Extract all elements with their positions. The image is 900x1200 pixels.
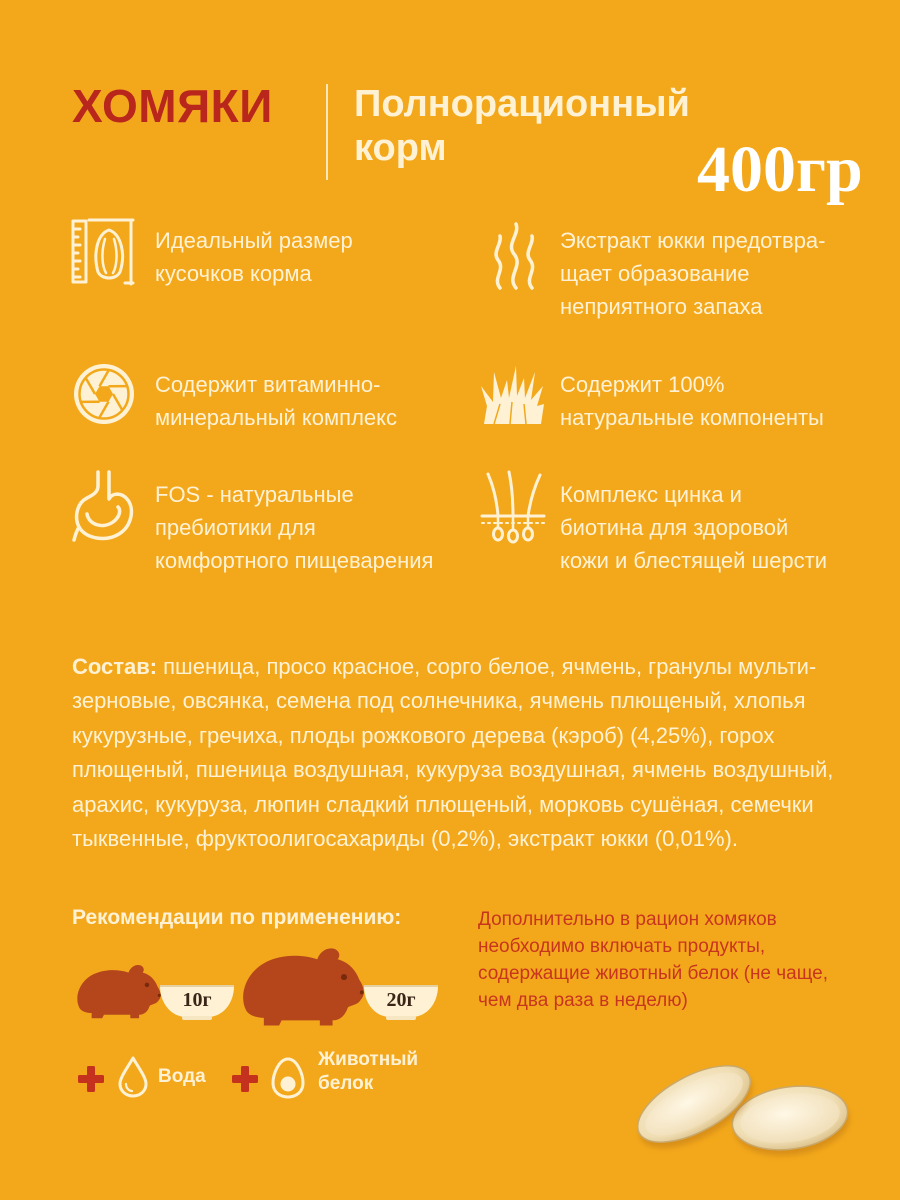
note-line: содержащие животный белок (не чаще, bbox=[478, 963, 829, 984]
pumpkin-seeds-icon bbox=[628, 1058, 860, 1175]
composition bbox=[72, 650, 833, 856]
composition-line: тыквенные, фруктоолигосахариды (0,2%), экстракт юкки (0,01%). bbox=[72, 826, 738, 852]
feature-line: комфортного пищеварения bbox=[155, 548, 434, 573]
vitamin-aperture-icon bbox=[72, 362, 136, 426]
package-weight: 400гр bbox=[697, 133, 863, 206]
feature-line: кусочков корма bbox=[155, 261, 312, 286]
feature-line: Содержит витаминно- bbox=[155, 372, 381, 397]
feature-line: неприятного запаха bbox=[560, 294, 763, 319]
feature-text bbox=[155, 224, 353, 290]
animal-protein-label bbox=[318, 1048, 418, 1096]
product-type-line: корм bbox=[354, 127, 447, 169]
note-line: чем два раза в неделю) bbox=[478, 990, 688, 1011]
composition-line bbox=[72, 650, 833, 684]
feature-text bbox=[155, 368, 397, 434]
food-bowl-large bbox=[362, 980, 440, 1022]
small-hamster-icon bbox=[74, 962, 162, 1025]
hair-follicle-icon bbox=[480, 470, 546, 546]
ruler-seed-icon bbox=[70, 216, 136, 286]
feature-line: Комплекс цинка и bbox=[560, 482, 742, 507]
composition-line: плющеный, пшеница воздушная, кукуруза воздушная, ячмень воздушный, bbox=[72, 757, 834, 783]
feature-text bbox=[560, 224, 826, 323]
composition-line: арахис, кукуруза, люпин сладкий плющеный, морковь сушёная, семечки bbox=[72, 791, 814, 817]
portion-amount: 10г bbox=[182, 989, 212, 1011]
odor-waves-icon bbox=[486, 220, 546, 292]
plus-icon bbox=[232, 1066, 258, 1097]
feature-line: Экстракт юкки предотвра- bbox=[560, 228, 826, 253]
feature-line: пребиотики для bbox=[155, 515, 316, 540]
water-drop-icon bbox=[116, 1055, 150, 1104]
feature-line: натуральные компоненты bbox=[560, 405, 824, 430]
addition-label-line: белок bbox=[318, 1073, 374, 1094]
header-divider bbox=[326, 84, 328, 180]
feature-text bbox=[560, 368, 824, 434]
water-label bbox=[158, 1066, 206, 1088]
composition-line: зерновые, овсянка, семена под солнечника, ячмень плющеный, хлопья bbox=[72, 688, 806, 714]
note-line: необходимо включать продукты, bbox=[478, 936, 766, 957]
species-title: ХОМЯКИ bbox=[72, 80, 273, 132]
addition-label-line: Животный bbox=[318, 1049, 419, 1070]
feature-line: биотина для здоровой bbox=[560, 515, 789, 540]
composition-label: Состав: bbox=[72, 654, 158, 679]
protein-note bbox=[478, 906, 828, 1014]
composition-line: кукурузные, гречиха, плоды рожкового дерева (кэроб) (4,25%), горох bbox=[72, 722, 775, 748]
feature-text bbox=[560, 478, 827, 577]
product-type-line: Полнорационный bbox=[354, 83, 690, 125]
feature-line: Содержит 100% bbox=[560, 372, 725, 397]
egg-icon bbox=[270, 1056, 306, 1105]
stomach-icon bbox=[72, 470, 136, 542]
addition-label-line: Вода bbox=[158, 1066, 206, 1087]
feature-line: FOS - натуральные bbox=[155, 482, 354, 507]
feature-line: кожи и блестящей шерсти bbox=[560, 548, 828, 573]
feature-line: щает образование bbox=[560, 261, 750, 286]
food-bowl-small bbox=[158, 980, 236, 1022]
composition-text: пшеница, просо красное, сорго белое, ячмень, гранулы мульти- bbox=[163, 654, 817, 679]
large-hamster-icon bbox=[238, 944, 366, 1033]
note-line: Дополнительно в рацион хомяков bbox=[478, 909, 777, 930]
product-type bbox=[354, 82, 690, 170]
feature-line: минеральный комплекс bbox=[155, 405, 398, 430]
feature-text bbox=[155, 478, 433, 577]
usage-title: Рекомендации по применению: bbox=[72, 906, 402, 929]
plus-icon bbox=[78, 1066, 104, 1097]
portion-amount: 20г bbox=[386, 989, 416, 1011]
feature-line: Идеальный размер bbox=[155, 228, 353, 253]
grass-icon bbox=[480, 364, 546, 428]
